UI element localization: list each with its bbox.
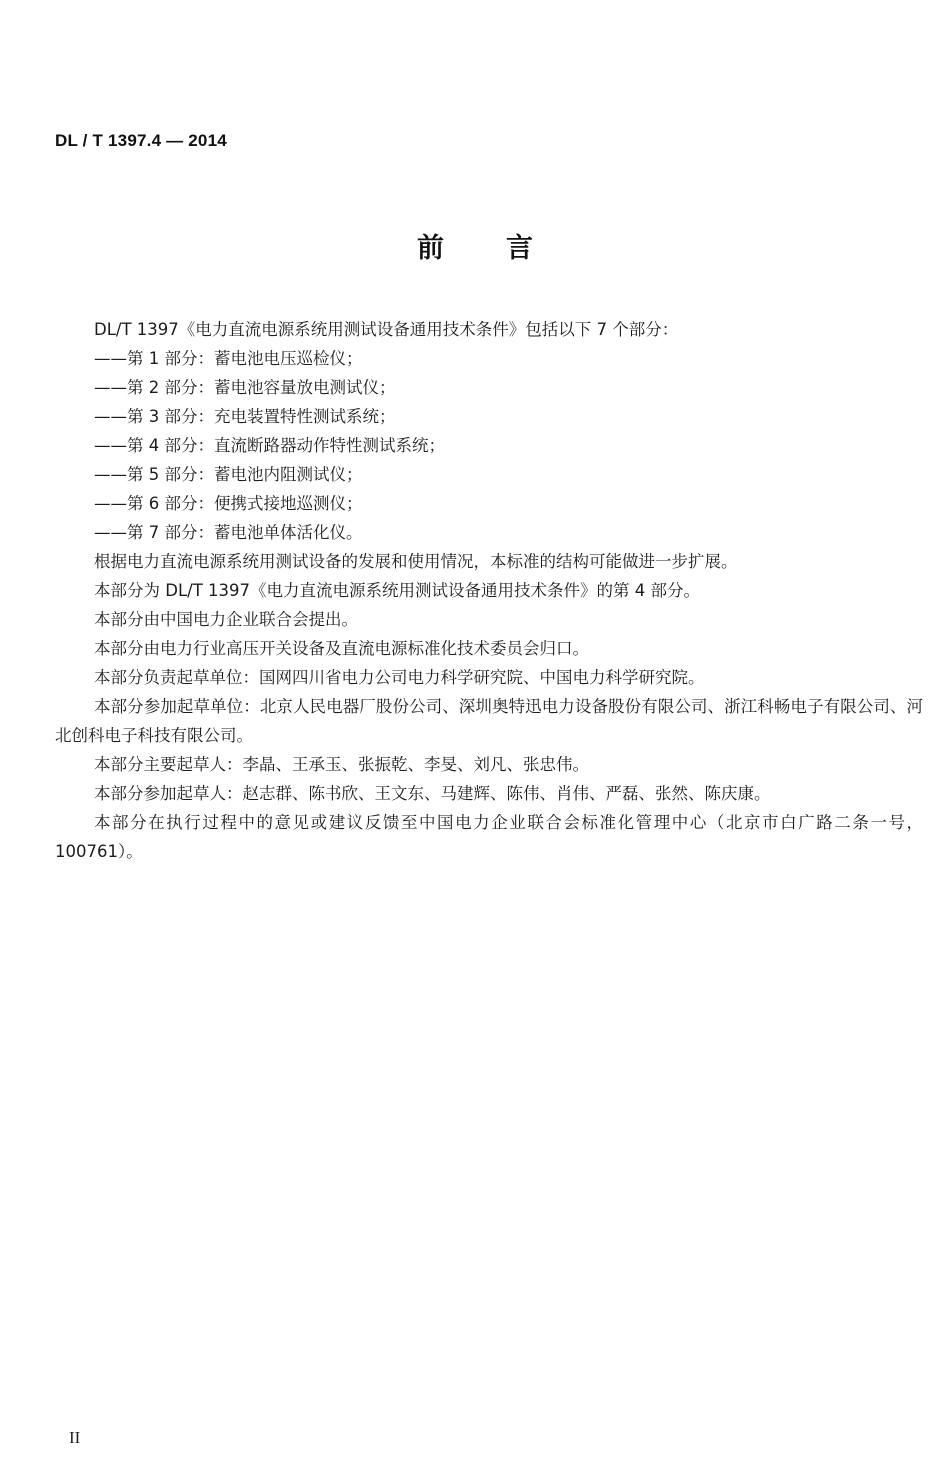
parts-list xyxy=(55,344,923,547)
paragraph-proposed-by: 本部分由中国电力企业联合会提出。 xyxy=(94,610,358,629)
page-title: 前言 xyxy=(417,233,595,264)
list-item: ——第 5 部分：蓄电池内阻测试仪； xyxy=(94,465,363,484)
standard-code: DL / T 1397.4 — 2014 xyxy=(55,131,227,150)
paragraph-participating-drafters: 本部分参加起草人：赵志群、陈书欣、王文东、马建辉、陈伟、肖伟、严磊、张然、陈庆康。 xyxy=(94,784,771,803)
paragraph-structure: 根据电力直流电源系统用测试设备的发展和使用情况，本标准的结构可能做进一步扩展。 xyxy=(94,552,738,571)
intro-paragraph: DL/T 1397《电力直流电源系统用测试设备通用技术条件》包括以下 7 个部分： xyxy=(94,320,679,339)
list-item: ——第 2 部分：蓄电池容量放电测试仪； xyxy=(94,378,396,397)
paragraph-main-drafters: 本部分主要起草人：李晶、王承玉、张振乾、李旻、刘凡、张忠伟。 xyxy=(94,755,589,774)
paragraph-part-of: 本部分为 DL/T 1397《电力直流电源系统用测试设备通用技术条件》的第 4 部分。 xyxy=(94,581,701,600)
page-number: II xyxy=(69,1428,81,1447)
list-item: ——第 7 部分：蓄电池单体活化仪。 xyxy=(94,523,363,542)
paragraph-centralized-by: 本部分由电力行业高压开关设备及直流电源标准化技术委员会归口。 xyxy=(94,639,589,658)
list-item: ——第 6 部分：便携式接地巡测仪； xyxy=(94,494,363,513)
list-item: ——第 4 部分：直流断路器动作特性测试系统； xyxy=(94,436,445,455)
list-item: ——第 3 部分：充电装置特性测试系统； xyxy=(94,407,396,426)
paragraph-feedback: 本部分在执行过程中的意见或建议反馈至中国电力企业联合会标准化管理中心（北京市白广路二条一号，100761）。 xyxy=(55,813,923,861)
paragraph-participating-units: 本部分参加起草单位：北京人民电器厂股份公司、深圳奥特迅电力设备股份有限公司、浙江科畅电子有限公司、河北创科电子科技有限公司。 xyxy=(55,697,923,745)
foreword-body xyxy=(55,315,923,866)
paragraph-drafting-unit: 本部分负责起草单位：国网四川省电力公司电力科学研究院、中国电力科学研究院。 xyxy=(94,668,705,687)
list-item: ——第 1 部分：蓄电池电压巡检仪； xyxy=(94,349,363,368)
